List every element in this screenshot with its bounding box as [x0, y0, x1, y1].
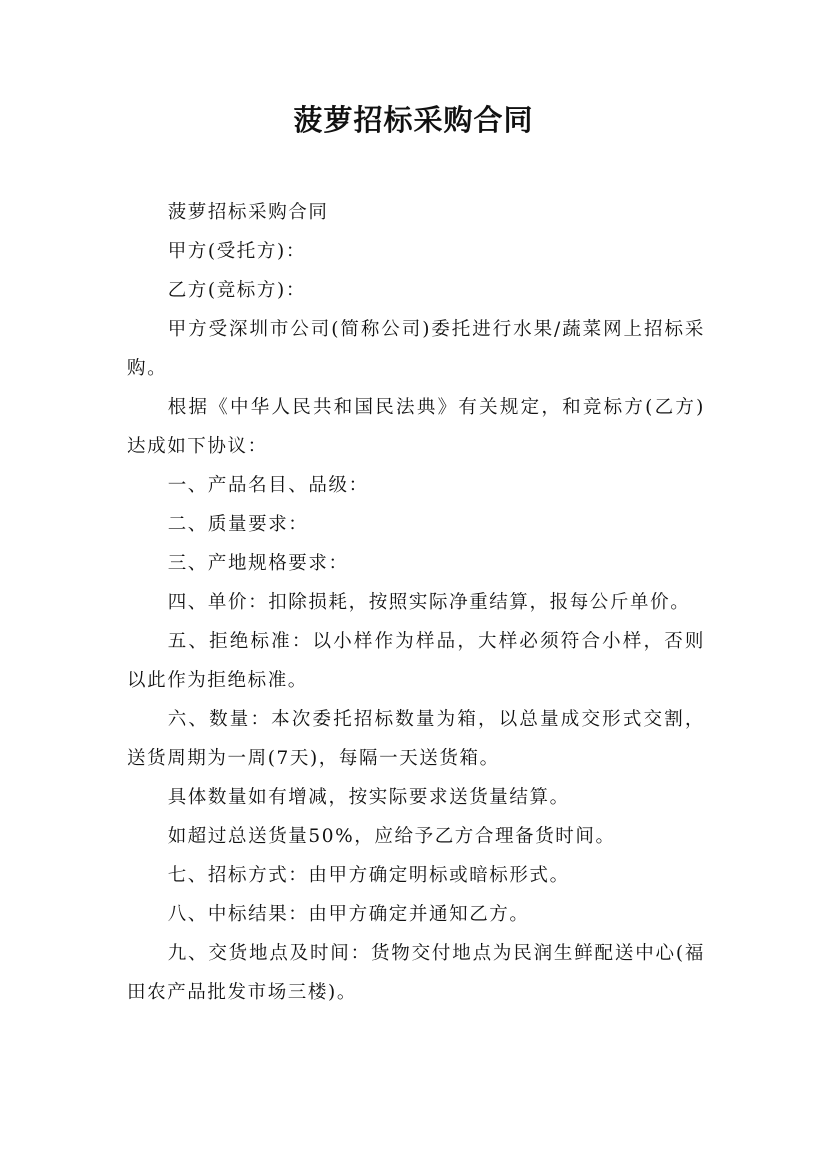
paragraph-clause-9: 九、交货地点及时间：货物交付地点为民润生鲜配送中心(福田农产品批发市场三楼)。 — [127, 943, 705, 1003]
paragraph-clause-8: 八、中标结果：由甲方确定并通知乙方。 — [167, 904, 530, 925]
paragraph-clause-4: 四、单价：扣除损耗，按照实际净重结算，报每公斤单价。 — [167, 592, 691, 613]
paragraph-clause-6: 六、数量：本次委托招标数量为箱，以总量成交形式交割，送货周期为一周(7天)，每隔一天送货箱。 — [127, 709, 705, 769]
document-title: 菠萝招标采购合同 — [293, 103, 534, 137]
paragraph-clause-1: 一、产品名目、品级： — [167, 475, 369, 496]
paragraph-heading: 菠萝招标采购合同 — [167, 202, 329, 223]
paragraph-quantity-adjust: 具体数量如有增减，按实际要求送货量结算。 — [167, 787, 570, 808]
paragraph-party-a: 甲方(受托方)： — [167, 241, 306, 262]
paragraph-clause-7: 七、招标方式：由甲方确定明标或暗标形式。 — [167, 865, 570, 886]
document-body — [127, 193, 705, 1012]
paragraph-excess-volume: 如超过总送货量50%，应给予乙方合理备货时间。 — [167, 826, 616, 847]
paragraph-clause-3: 三、产地规格要求： — [167, 553, 349, 574]
paragraph-party-b: 乙方(竞标方)： — [167, 280, 306, 301]
paragraph-legal-basis: 根据《中华人民共和国民法典》有关规定，和竞标方(乙方)达成如下协议： — [127, 397, 705, 457]
paragraph-entrustment: 甲方受深圳市公司(简称公司)委托进行水果/蔬菜网上招标采购。 — [127, 319, 705, 379]
paragraph-clause-2: 二、质量要求： — [167, 514, 309, 535]
paragraph-clause-5: 五、拒绝标准：以小样作为样品，大样必须符合小样，否则以此作为拒绝标准。 — [127, 631, 705, 691]
